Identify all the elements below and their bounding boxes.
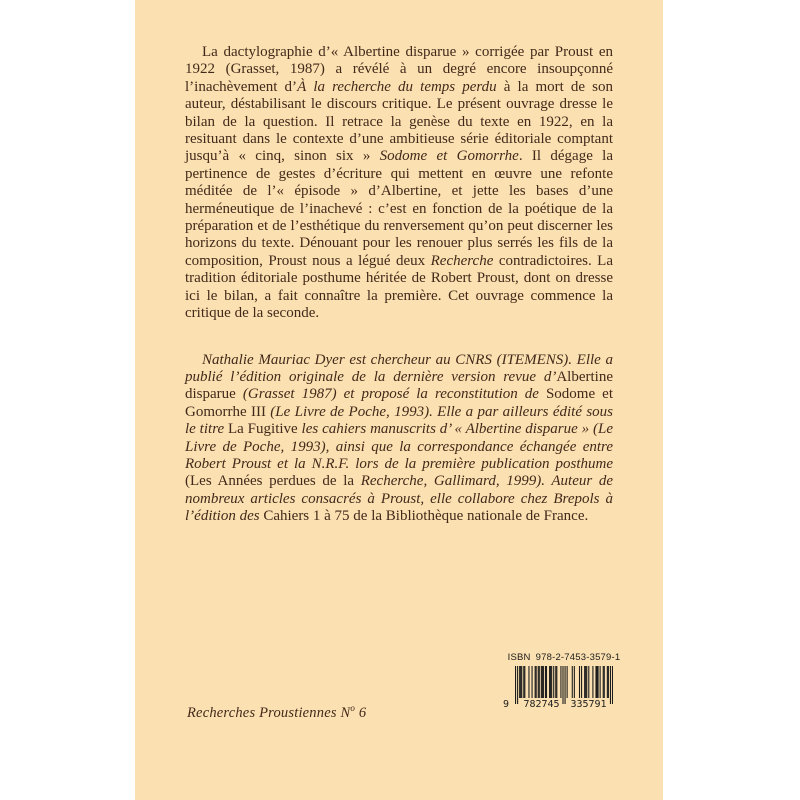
author-bio-paragraph [185,352,613,526]
barcode-digit-lead: 9 [503,699,510,710]
roman-text-segment: Cahiers 1 à 75 de la Bibliothèque nationale de France. [263,508,589,525]
series-title [187,703,366,722]
roman-text-segment: Albertine disparue [185,368,613,403]
barcode-digits-left: 782745 [523,699,560,710]
roman-text-segment: La Fugitive [228,421,298,438]
roman-text-segment: à la mort de son auteur, déstabilisant le discours critique. Le présent ouvrage dresse le bilan de la question. Il retrace la genèse du texte en 1922, en la resituant dans le contexte d’une ambitieuse série éditoriale comptant jusqu’à « cinq, sinon six » [185,78,613,165]
isbn-line [507,652,621,663]
book-back-cover [135,0,663,800]
series-title-ordinal: o [350,703,356,713]
italic-text-segment: Nathalie Mauriac Dyer est chercheur au CNRS (ITEMENS). Elle a publié l’édition originale de la dernière version revue d’ [185,351,613,385]
roman-text-segment: contradictoires. La tradition éditoriale posthume héritée de Robert Proust, dont on dresse ici le bilan, a fait connaître la première. Cet ouvrage commence la critique de la seconde. [185,252,613,322]
italic-text-segment: Sodome et Gomorrhe [379,148,519,165]
italic-text-segment: Recherche, Gallimard, 1999). Auteur de nombreux articles consacrés à Proust, elle collabore chez Brepols à l’édition des [185,473,613,525]
barcode-block [501,652,621,716]
italic-text-segment: (Grasset 1987) et proposé la reconstitution de [235,386,546,403]
roman-text-segment: La dactylographie d’« Albertine disparue » corrigée par Proust en 1922 (Grasset, 1987) a révélé à un degré encore insoupçonné l’inachèvement d’ [185,44,613,95]
series-title-number: 6 [355,704,367,721]
roman-text-segment: . Il dégage la pertinence de gestes d’écriture qui mettent en œuvre une refonte méditée de l’« épisode » d’Albertine, et jette les bases d’une herméneutique de l’inachevé : c’est en fonction de la poétique de la préparation et de l’esthétique du renversement qu’on peut discerner les horizons du texte. Dénouant pour les renouer plus serrés les fils de la composition, Proust nous a légué deux [185,148,614,269]
barcode-digits-right: 335791 [570,699,607,710]
roman-text-segment: (Les Années perdues de la [185,473,361,490]
synopsis-paragraph [185,44,613,323]
roman-text-segment: Sodome et Gomorrhe III [185,386,613,420]
cover-text-block [185,44,613,526]
italic-text-segment: les cahiers manuscrits d’ « Albertine disparue » (Le Livre de Poche, 1993), ainsi que la correspondance échangée entre Robert Proust et la N.R.F. lors de la première publication posthume [185,421,613,472]
isbn-number: 978-2-7453-3579-1 [535,652,621,663]
italic-text-segment: (Le Livre de Poche, 1993). Elle a par ailleurs édité sous le titre [185,403,613,438]
series-title-text: Recherches Proustiennes N [187,704,351,721]
italic-text-segment: Recherche [430,252,494,269]
isbn-label: ISBN [507,652,531,663]
italic-text-segment: À la recherche du temps perdu [297,78,497,95]
